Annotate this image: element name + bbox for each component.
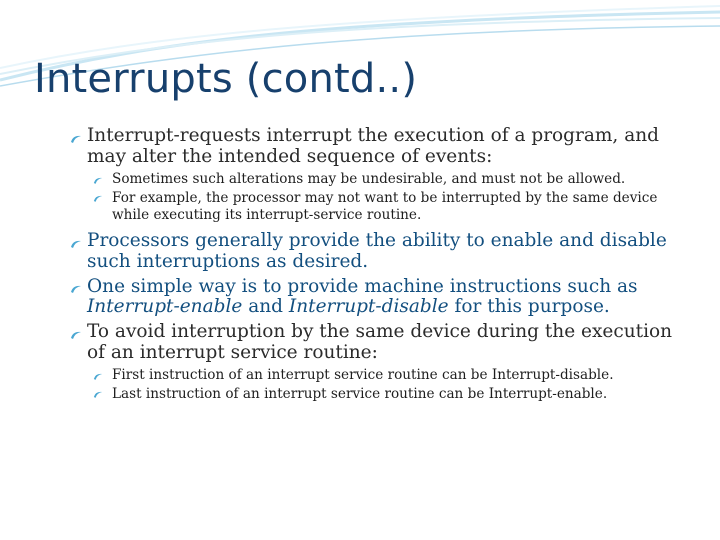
bullet-1 [70,126,690,167]
slide-content [70,126,690,405]
slide-title: Interrupts (contd..) [34,56,418,102]
bullet-4-sub-2-text: Last instruction of an interrupt service routine can be Interrupt-enable. [112,386,608,403]
swoosh-bullet-icon [93,176,103,185]
bullet-1-sub-1-text: Sometimes such alterations may be undesirable, and must not be allowed. [112,171,626,188]
swoosh-bullet-icon [70,284,82,294]
swoosh-bullet-icon [93,194,103,203]
bullet-4 [70,322,690,363]
swoosh-bullet-icon [70,239,82,249]
bullet-3-part-3: for this purpose. [448,296,610,318]
bullet-3-emphasis-1: Interrupt-enable [87,296,243,318]
bullet-1-sub-2 [93,190,690,223]
swoosh-bullet-icon [93,390,103,399]
bullet-3-emphasis-2: Interrupt-disable [288,296,449,318]
bullet-1-sub-2-text: For example, the processor may not want to be interrupted by the same device while executing its interrupt-service routine. [112,190,658,223]
bullet-3-part-2: and [242,296,289,318]
bullet-4-text: To avoid interruption by the same device during the execution of an interrupt service routine: [87,321,673,363]
bullet-2-text: Processors generally provide the ability to enable and disable such interruptions as desired. [87,230,667,272]
swoosh-bullet-icon [93,372,103,381]
swoosh-bullet-icon [70,330,82,340]
bullet-4-sub-1 [93,367,690,384]
bullet-4-sub-1-text: First instruction of an interrupt service routine can be Interrupt-disable. [112,367,614,384]
bullet-2 [70,231,690,272]
bullet-3 [70,277,690,318]
bullet-3-part-1: One simple way is to provide machine instructions such as [87,275,638,297]
bullet-4-sub-2 [93,386,690,403]
swoosh-bullet-icon [70,134,82,144]
bullet-1-sub-1 [93,171,690,188]
bullet-1-text: Interrupt-requests interrupt the execution of a program, and may alter the intended sequence of events: [87,125,659,167]
